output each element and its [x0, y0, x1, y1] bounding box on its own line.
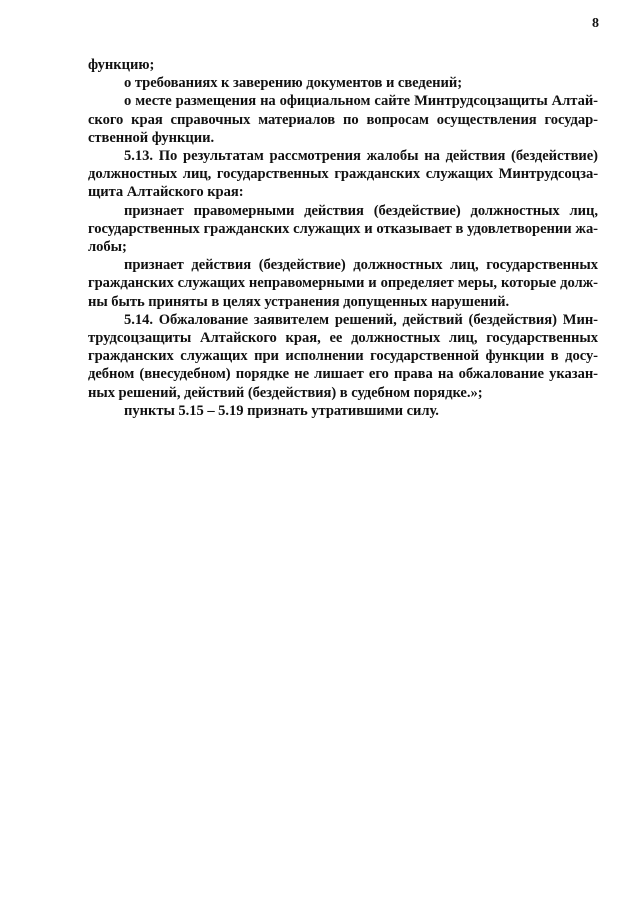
text-line: дебном (внесудебном) порядке не лишает его права на обжалование указан-	[88, 366, 598, 383]
text-line: должностных лиц, государственных гражданских служащих Минтрудсоцза-	[88, 166, 598, 183]
text-line: ных решений, действий (бездействия) в судебном порядке.»;	[88, 384, 483, 401]
text-line: 5.14. Обжалование заявителем решений, действий (бездействия) Мин-	[124, 311, 598, 328]
text-line: щита Алтайского края:	[88, 184, 244, 201]
text-line: признает правомерными действия (бездействие) должностных лиц,	[124, 202, 598, 219]
text-line: лобы;	[88, 239, 127, 256]
text-line: 5.13. По результатам рассмотрения жалобы на действия (бездействие)	[124, 148, 598, 165]
text-line: ны быть приняты в целях устранения допущенных нарушений.	[88, 293, 510, 310]
text-line: гражданских служащих при исполнении государственной функции в досу-	[88, 348, 598, 365]
text-line: пункты 5.15 – 5.19 признать утратившими силу.	[124, 402, 439, 419]
page-number: 8	[592, 16, 599, 31]
text-line: ского края справочных материалов по вопросам осуществления государ-	[88, 111, 598, 128]
text-line: функцию;	[88, 57, 155, 73]
text-line: признает действия (бездействие) должностных лиц, государственных	[124, 257, 598, 274]
text-line: о требованиях к заверению документов и сведений;	[124, 75, 463, 92]
document-body	[88, 56, 598, 420]
text-line: государственных гражданских служащих и отказывает в удовлетворении жа-	[88, 220, 598, 237]
text-line: ственной функции.	[88, 129, 215, 146]
text-line: трудсоцзащиты Алтайского края, ее должностных лиц, государственных	[88, 330, 598, 347]
text-line: о месте размещения на официальном сайте Минтрудсоцзащиты Алтай-	[124, 93, 598, 110]
text-line: гражданских служащих неправомерными и определяет меры, которые долж-	[88, 275, 598, 292]
